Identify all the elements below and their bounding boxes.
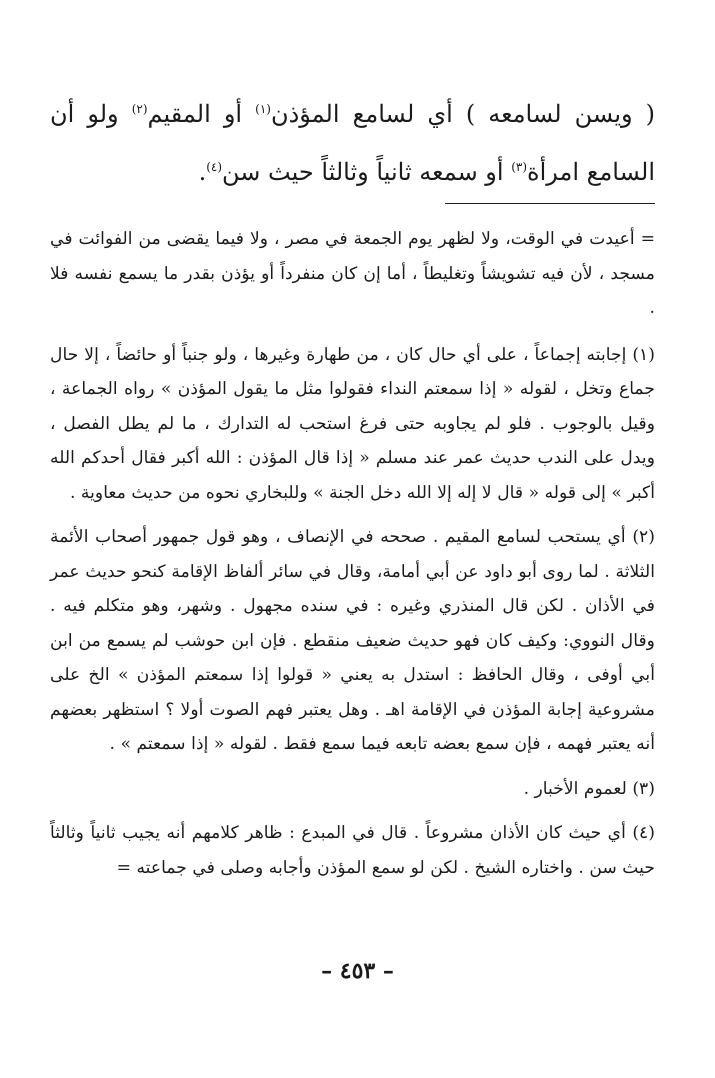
- footnote-2: (٢) أي يستحب لسامع المقيم . صححه في الإنصاف ، وهو قول جمهور أصحاب الأئمة الثلاثة . لما روى أبو داود عن أبي أمامة، وقال في سائر ألفاظ الإقامة كنحو حديث عمر في الأذان . لكن قال المنذري وغيره : في سنده مجهول . وشهر، وهو متكلم فيه . وقال النووي: وكيف كان فهو حديث ضعيف منقطع . فإن ابن حوشب لم يسمع من ابن أبي أوفى ، وقال الحافظ : استدل به يعني « قولوا إذا سمعتم المؤذن » الخ على مشروعية إجابة المؤذن في الإقامة اهـ . وهل يعتبر فهم الصوت أولا ؟ استظهر بعضهم أنه يعتبر فهمه ، فإن سمع بعضه تابعه فيما سمع فقط . لقوله « إذا سمعتم » .: [50, 527, 655, 754]
- page-number: – ٤٥٣ –: [321, 958, 394, 984]
- footnote-continuation: = أعيدت في الوقت، ولا لظهر يوم الجمعة في مصر ، ولا فيما يقضى من الفوائت في مسجد ، لأن فيه تشويشاً وتغليطاً ، أما إن كان منفرداً أو يؤذن بقدر ما يسمع نفسه فلا .: [50, 229, 655, 318]
- main-text: [50, 85, 655, 201]
- main-text-part-3: ولو أن السامع امرأة: [50, 100, 655, 186]
- main-text-end: .: [198, 158, 207, 186]
- footnote-ref-1: (١): [255, 102, 271, 116]
- footnote-ref-3: (٣): [511, 160, 528, 174]
- main-text-part-4: أو سمعه ثانياً وثالثاً حيث سن: [222, 158, 512, 186]
- main-text-part-2: أو المقيم: [147, 100, 256, 128]
- footnote-ref-4: (٤): [206, 160, 223, 174]
- footnote-3: (٣) لعموم الأخبار .: [523, 778, 655, 799]
- footnote-1: (١) إجابته إجماعاً ، على أي حال كان ، من طهارة وغيرها ، ولو جنباً أو حائضاً ، إلا حال جماع وتخل ، لقوله « إذا سمعتم النداء فقولوا مثل ما يقول المؤذن » رواه الجماعة ، وقيل بالوجوب . فلو لم يجاوبه حتى فرغ استحب له التدارك ، ما لم يطل الفصل ، ويدل على الندب حديث عمر عند مسلم « إذا قال المؤذن : الله أكبر فقال أحدكم الله أكبر » إلى قوله « قال لا إله إلا الله دخل الجنة » وللبخاري نحوه من حديث معاوية .: [50, 344, 655, 503]
- main-text-part-1: ( ويسن لسامعه ) أي لسامع المؤذن: [270, 100, 656, 128]
- footnote-4: (٤) أي حيث كان الأذان مشروعاً . قال في المبدع : ظاهر كلامهم أنه يجيب ثانياً وثالثاً حيث سن . واختاره الشيخ . لكن لو سمع المؤذن وأجابه وصلى في جماعته =: [50, 823, 655, 878]
- footnotes: [50, 222, 655, 895]
- footnote-ref-2: (٢): [131, 102, 148, 116]
- footnote-separator: [445, 203, 655, 204]
